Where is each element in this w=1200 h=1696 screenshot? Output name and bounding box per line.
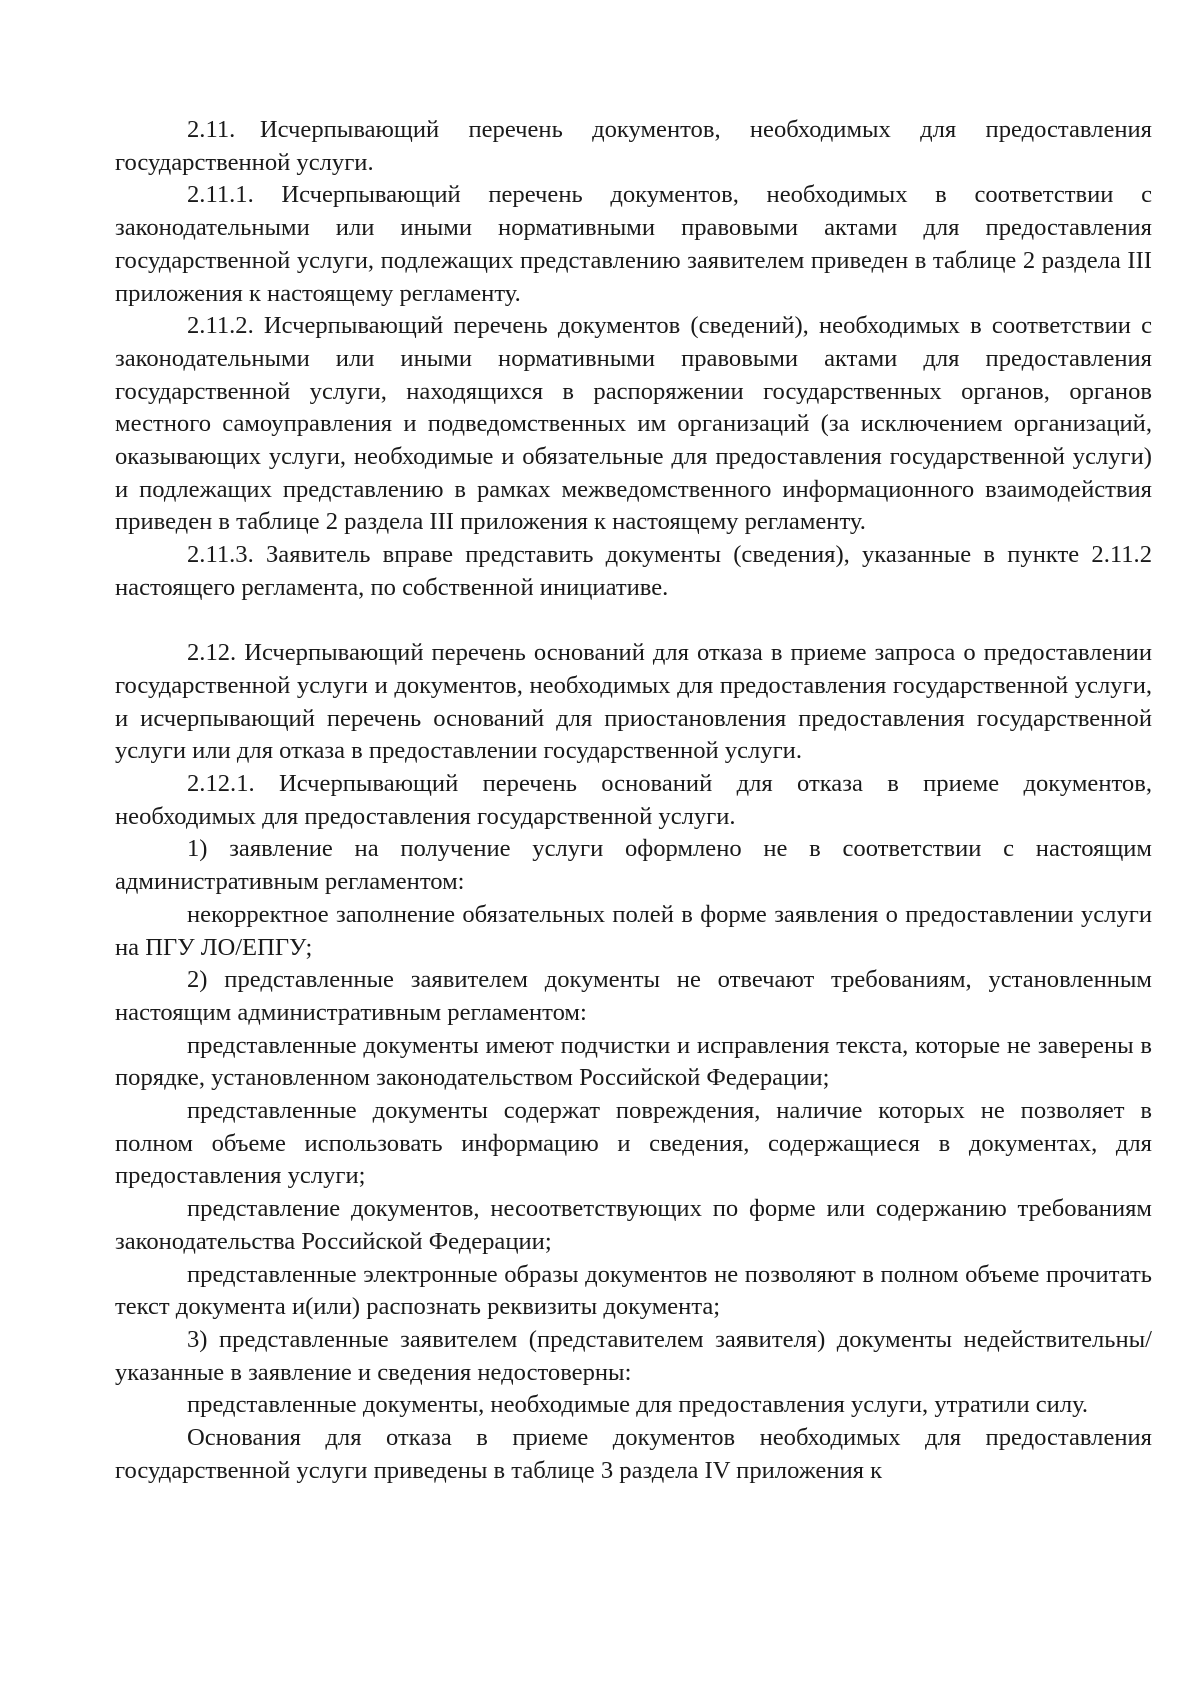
list-item-2-detail-a: представленные документы имеют подчистки и исправления текста, которые не заверены в порядке, установленном законодательством Российской Федерации; — [115, 1031, 1152, 1092]
list-item-2-detail-c: представление документов, несоответствующих по форме или содержанию требованиям законодательства Российской Федерации; — [115, 1195, 1152, 1255]
paragraph-2-11-2: 2.11.2. Исчерпывающий перечень документов (сведений), необходимых в соответствии с законодательными или иными нормативными правовыми актами для предоставления государственной услуги, находящихся в распоряжении государственных органов, органов местного самоуправления и подведомственных им организаций (за исключением организаций, оказывающих услуги, необходимые и обязательные для предоставления государственной услуги) и подлежащих представлению в рамках межведомственного информационного взаимодействия приведен в таблице 2 раздела III приложения к настоящему регламенту. — [115, 312, 1152, 536]
section-2-12-heading: 2.12. Исчерпывающий перечень оснований для отказа в приеме запроса о предоставлении государственной услуги и документов, необходимых для предоставления государственной услуги, и исчерпывающий перечень оснований для приостановления предоставления государственной услуги или для отказа в предоставлении государственной услуги. — [115, 639, 1152, 765]
list-item-2-detail-d: представленные электронные образы документов не позволяют в полном объеме прочитать текст документа и(или) распознать реквизиты документа; — [115, 1260, 1152, 1321]
paragraph-2-11-1: 2.11.1. Исчерпывающий перечень документов, необходимых в соответствии с законодательными или иными нормативными правовыми актами для предоставления государственной услуги, подлежащих представлению заявителем приведен в таблице 2 раздела III приложения к настоящему регламенту. — [115, 181, 1152, 307]
list-item-3-detail: представленные документы, необходимые для предоставления услуги, утратили силу. — [187, 1391, 1089, 1419]
list-item-2-detail-b: представленные документы содержат повреждения, наличие которых не позволяет в полном объеме использовать информацию и сведения, содержащиеся в документах, для предоставления услуги; — [115, 1097, 1152, 1190]
section-2-11-heading: 2.11. Исчерпывающий перечень документов, необходимых для предоставления государственной услуги. — [115, 116, 1152, 176]
document-body — [115, 114, 1152, 1488]
paragraph-2-11-3: 2.11.3. Заявитель вправе представить документы (сведения), указанные в пункте 2.11.2 настоящего регламента, по собственной инициативе. — [115, 541, 1152, 601]
list-item-2: 2) представленные заявителем документы не отвечают требованиям, установленным настоящим административным регламентом: — [115, 966, 1152, 1026]
paragraph-2-12-1: 2.12.1. Исчерпывающий перечень оснований для отказа в приеме документов, необходимых для предоставления государственной услуги. — [115, 770, 1152, 830]
list-item-1-detail: некорректное заполнение обязательных полей в форме заявления о предоставлении услуги на ПГУ ЛО/ЕПГУ; — [115, 900, 1152, 961]
list-item-1: 1) заявление на получение услуги оформлено не в соответствии с настоящим административным регламентом: — [115, 835, 1152, 896]
closing-paragraph: Основания для отказа в приеме документов необходимых для предоставления государственной услуги приведены в таблице 3 раздела IV приложения к — [115, 1424, 1152, 1484]
list-item-3: 3) представленные заявителем (представителем заявителя) документы недействительны/указанные в заявление и сведения недостоверны: — [115, 1326, 1152, 1386]
